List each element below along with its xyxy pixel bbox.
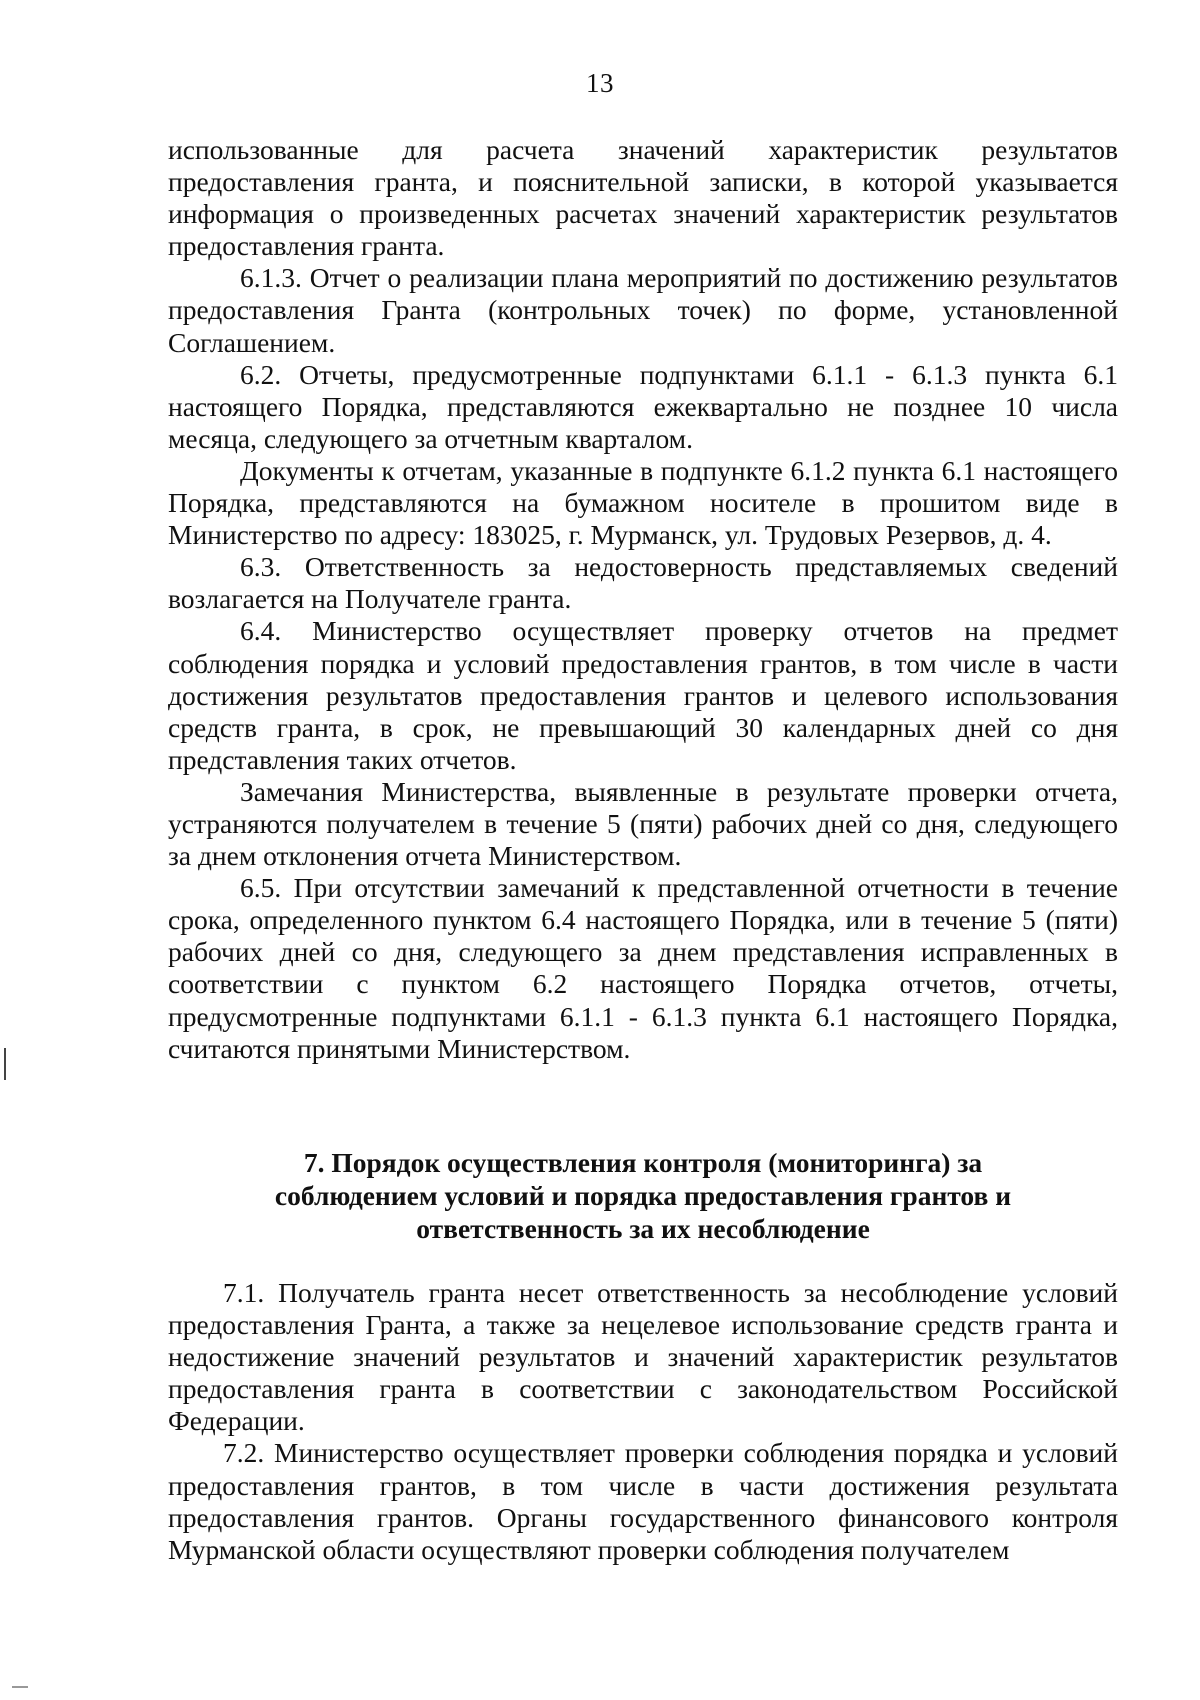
page-number: 13 [586, 68, 614, 98]
paragraph-6-4: 6.4. Министерство осуществляет проверку отчетов на предмет соблюдения порядка и условий предоставления грантов, в том числе в части достижения результатов предоставления грантов и целевого использования средств гранта, в срок, не превышающий 30 календарных дней со дня представления таких отчетов. [168, 615, 1118, 775]
paragraph-6-2: 6.2. Отчеты, предусмотренные подпунктами 6.1.1 - 6.1.3 пункта 6.1 настоящего Порядка, представляются ежеквартально не позднее 10 числа месяца, следующего за отчетным кварталом. [168, 358, 1118, 454]
heading-line: 7. Порядок осуществления контроля (мониторинга) за [303, 1147, 983, 1178]
scan-margin-mark [4, 1048, 6, 1080]
section-7-heading [168, 1146, 1118, 1245]
paragraph-6-1-3: 6.1.3. Отчет о реализации плана мероприятий по достижению результатов предоставления Гранта (контрольных точек) по форме, установленной Соглашением. [168, 262, 1118, 358]
paragraph-6-5: 6.5. При отсутствии замечаний к представленной отчетности в течение срока, определенного пунктом 6.4 настоящего Порядка, или в течение 5 (пяти) рабочих дней со дня, следующего за днем представления исправленных в соответствии с пунктом 6.2 настоящего Порядка отчетов, отчеты, предусмотренные подпунктами 6.1.1 - 6.1.3 пункта 6.1 настоящего Порядка, считаются принятыми Министерством. [168, 872, 1118, 1064]
paragraph-continuation: использованные для расчета значений характеристик результатов предоставления гранта, и пояснительной записки, в которой указывается информация о произведенных расчетах значений характеристик результатов предоставления гранта. [168, 134, 1118, 262]
paragraph-remarks: Замечания Министерства, выявленные в результате проверки отчета, устраняются получателем в течение 5 (пяти) рабочих дней со дня, следующего за днем отклонения отчета Министерством. [168, 775, 1118, 872]
paragraph-documents: Документы к отчетам, указанные в подпункте 6.1.2 пункта 6.1 настоящего Порядка, представляются на бумажном носителе в прошитом виде в Министерство по адресу: 183025, г. Мурманск, ул. Трудовых Резервов, д. 4. [168, 454, 1118, 551]
section-7-body [168, 1277, 1118, 1566]
paragraph-7-2: 7.2. Министерство осуществляет проверки соблюдения порядка и условий предоставления грантов, в том числе в части достижения результата предоставления грантов. Органы государственного финансового контроля Мурманской области осуществляют проверки соблюдения получателем [168, 1437, 1118, 1565]
heading-line: соблюдением условий и порядка предоставления грантов и [274, 1180, 1012, 1211]
paragraph-6-3: 6.3. Ответственность за недостоверность представляемых сведений возлагается на Получателе гранта. [168, 551, 1118, 615]
paragraph-7-1: 7.1. Получатель гранта несет ответственность за несоблюдение условий предоставления Гранта, а также за нецелевое использование средств гранта и недостижение значений результатов и значений характеристик результатов предоставления гранта в соответствии с законодательством Российской Федерации. [168, 1277, 1118, 1437]
scan-corner-mark [12, 1686, 28, 1688]
heading-line: ответственность за их несоблюдение [416, 1213, 870, 1244]
section-6-body [168, 134, 1118, 1065]
